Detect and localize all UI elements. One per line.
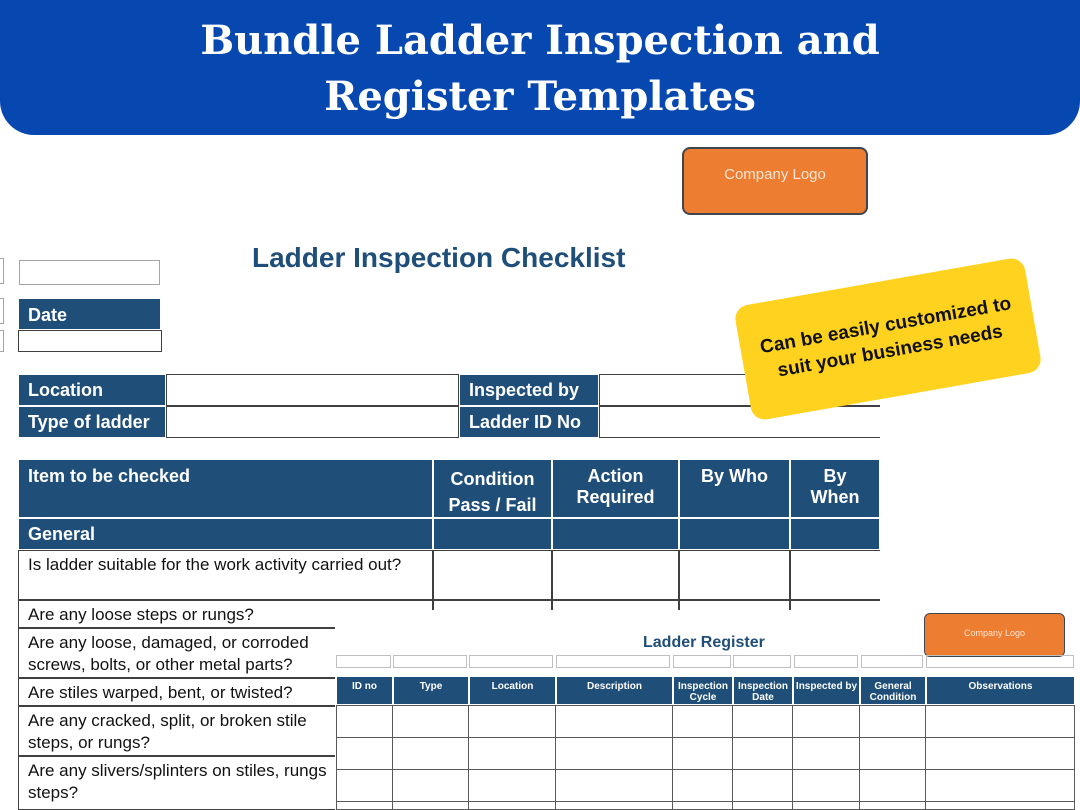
section-general-cell-4 — [679, 518, 790, 550]
checklist-title: Ladder Inspection Checklist — [252, 242, 626, 273]
register-cell[interactable] — [792, 769, 860, 802]
register-cell[interactable] — [925, 737, 1075, 770]
inspected-by-label: Inspected by — [469, 380, 580, 400]
register-cell[interactable] — [672, 801, 733, 810]
register-cell[interactable] — [336, 737, 393, 770]
register-col-inspection-date: Inspection Date — [733, 676, 793, 705]
by-when-column-header — [790, 459, 880, 518]
register-cell[interactable] — [732, 705, 793, 738]
register-cell[interactable] — [792, 801, 860, 810]
callout-text: Can be easily customized to suit your business needs — [758, 293, 1013, 382]
register-company-logo-placeholder: Company Logo — [924, 613, 1065, 657]
register-cell[interactable] — [555, 737, 673, 770]
location-label: Location — [28, 380, 103, 400]
register-cell[interactable] — [468, 737, 556, 770]
top-field-box[interactable] — [19, 260, 160, 285]
register-cell[interactable] — [732, 737, 793, 770]
company-logo-placeholder: Company Logo — [682, 147, 868, 215]
register-top-field[interactable] — [733, 655, 791, 668]
section-general-header — [18, 518, 433, 550]
register-top-field[interactable] — [393, 655, 467, 668]
register-cell[interactable] — [555, 705, 673, 738]
register-cell[interactable] — [672, 737, 733, 770]
banner-title-line-1: Bundle Ladder Inspection and — [200, 17, 880, 64]
action-column-header — [552, 459, 679, 518]
register-cell[interactable] — [392, 737, 469, 770]
register-col-general-condition: General Condition — [860, 676, 926, 705]
action-label-line-2: Required — [576, 487, 655, 507]
register-cell[interactable] — [672, 769, 733, 802]
action-cell[interactable] — [552, 550, 679, 600]
register-cell[interactable] — [732, 769, 793, 802]
customization-callout — [733, 256, 1043, 421]
condition-label-line-1: Condition — [450, 469, 535, 489]
register-col-location: Location — [469, 676, 556, 705]
register-col-inspected-by: Inspected by — [793, 676, 860, 705]
type-label: Type of ladder — [28, 412, 150, 432]
ladder-id-value-cell[interactable] — [599, 406, 880, 438]
register-cell[interactable] — [392, 801, 469, 810]
location-label-cell — [18, 374, 166, 406]
register-cell[interactable] — [792, 737, 860, 770]
register-col-type: Type — [393, 676, 469, 705]
register-cell[interactable] — [336, 769, 393, 802]
type-label-cell — [18, 406, 166, 438]
register-cell[interactable] — [392, 705, 469, 738]
action-label-line-1: Action — [587, 466, 644, 486]
register-col-inspection-cycle: Inspection Cycle — [673, 676, 733, 705]
date-label: Date — [28, 305, 68, 325]
by-when-cell[interactable] — [790, 550, 880, 600]
register-col-observations: Observations — [926, 676, 1075, 705]
date-label-cell — [18, 298, 161, 330]
register-cell[interactable] — [859, 801, 926, 810]
cut-off-field-2 — [0, 298, 4, 324]
checklist-item-text: Are any loose steps or rungs? — [28, 605, 254, 624]
register-cell[interactable] — [672, 705, 733, 738]
title-banner — [0, 0, 1080, 135]
register-cell[interactable] — [336, 705, 393, 738]
by-who-column-header — [679, 459, 790, 518]
by-when-label-line-1: By — [823, 466, 847, 486]
register-cell[interactable] — [859, 737, 926, 770]
register-cell[interactable] — [468, 769, 556, 802]
register-top-field[interactable] — [556, 655, 670, 668]
register-cell[interactable] — [925, 705, 1075, 738]
by-who-label: By Who — [701, 466, 768, 486]
register-cell[interactable] — [859, 705, 926, 738]
condition-label-line-2: Pass / Fail — [448, 495, 537, 515]
register-cell[interactable] — [925, 769, 1075, 802]
ladder-id-label: Ladder ID No — [469, 412, 582, 432]
checklist-item-text: Are stiles warped, bent, or twisted? — [28, 683, 293, 702]
item-column-header — [18, 459, 433, 518]
checklist-item-text: Are any cracked, split, or broken stile steps, or rungs? — [28, 711, 307, 752]
section-general-cell-5 — [790, 518, 880, 550]
register-title: Ladder Register — [643, 634, 765, 651]
register-cell[interactable] — [555, 801, 673, 810]
register-cell[interactable] — [732, 801, 793, 810]
register-top-field[interactable] — [673, 655, 731, 668]
register-cell[interactable] — [336, 801, 393, 810]
register-col-description: Description — [556, 676, 673, 705]
cut-off-field-1 — [0, 258, 4, 284]
location-value-cell[interactable] — [166, 374, 459, 406]
condition-column-header — [433, 459, 552, 518]
checklist-item-text: Are any loose, damaged, or corroded screws, bolts, or other metal parts? — [28, 633, 309, 674]
section-general-cell-3 — [552, 518, 679, 550]
banner-title-line-2: Register Templates — [324, 73, 756, 120]
cut-off-field-3 — [0, 330, 4, 352]
register-cell[interactable] — [792, 705, 860, 738]
register-col-id: ID no — [336, 676, 393, 705]
register-top-field[interactable] — [336, 655, 391, 668]
register-cell[interactable] — [468, 705, 556, 738]
ladder-id-label-cell — [459, 406, 599, 438]
register-cell[interactable] — [859, 769, 926, 802]
register-cell[interactable] — [925, 801, 1075, 810]
register-top-field[interactable] — [861, 655, 923, 668]
section-general-cell-2 — [433, 518, 552, 550]
checklist-item-row — [18, 550, 433, 600]
checklist-item-text: Are any slivers/splinters on stiles, rungs steps? — [28, 761, 327, 802]
register-top-field[interactable] — [794, 655, 858, 668]
inspected-by-label-cell — [459, 374, 599, 406]
by-when-label-line-2: When — [810, 487, 860, 507]
register-top-field[interactable] — [469, 655, 553, 668]
item-column-label: Item to be checked — [28, 466, 191, 486]
register-cell[interactable] — [392, 769, 469, 802]
register-cell[interactable] — [468, 801, 556, 810]
by-who-cell[interactable] — [679, 550, 790, 600]
register-top-field[interactable] — [926, 655, 1074, 668]
condition-cell[interactable] — [433, 550, 552, 600]
section-general-label: General — [28, 524, 96, 544]
type-value-cell[interactable] — [166, 406, 459, 438]
register-cell[interactable] — [555, 769, 673, 802]
date-value-cell[interactable] — [18, 330, 162, 352]
checklist-item-text: Is ladder suitable for the work activity carried out? — [28, 555, 402, 574]
